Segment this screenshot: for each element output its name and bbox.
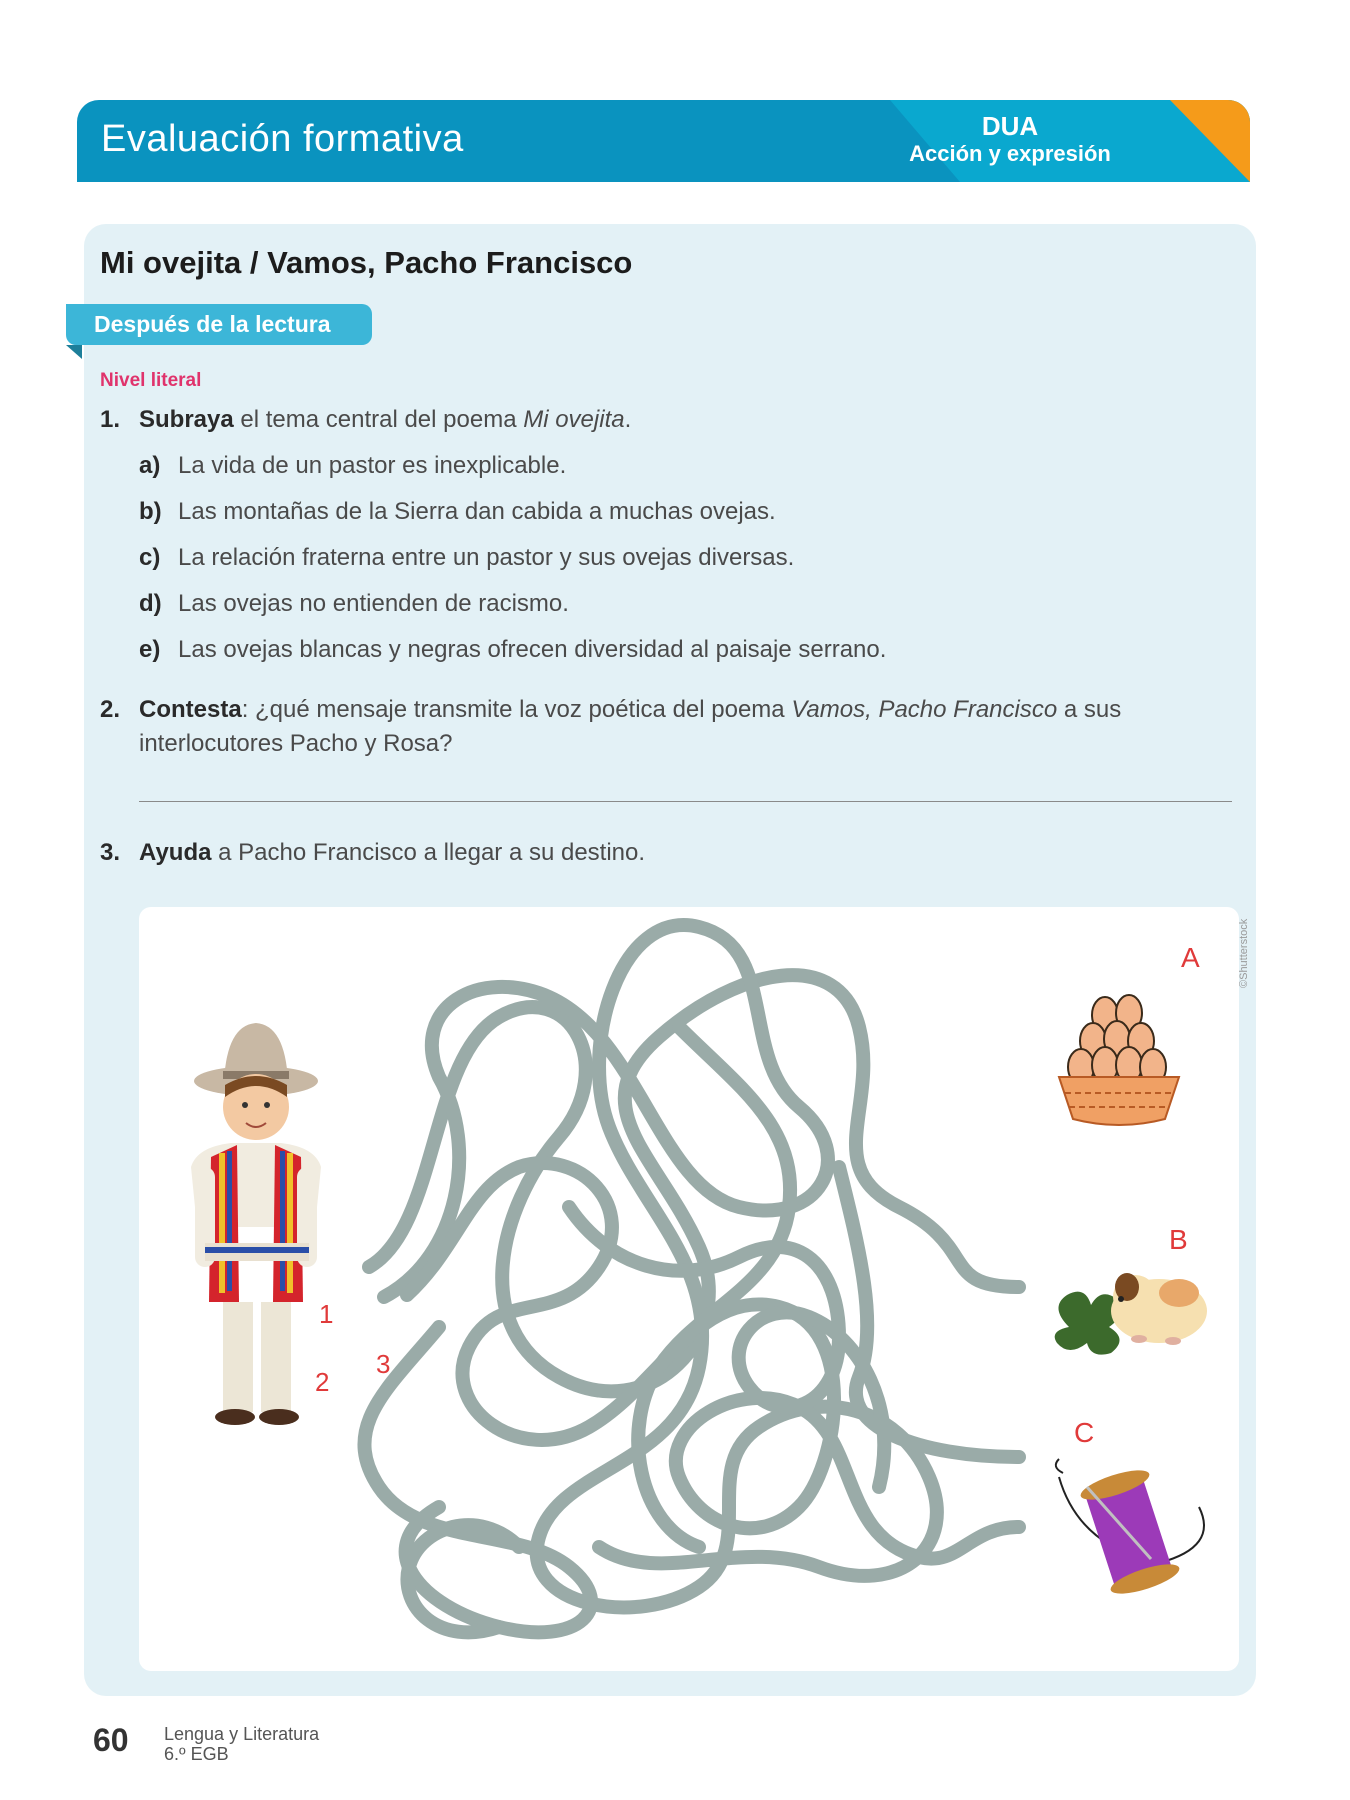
page-title: Evaluación formativa: [101, 118, 464, 160]
guinea-pig-illustration: [1055, 1273, 1207, 1355]
question-verb: Ayuda: [139, 839, 212, 866]
question-number: 3.: [100, 839, 121, 866]
question-end: .: [624, 406, 632, 433]
option-a[interactable]: [139, 452, 566, 480]
start-label-1: 1: [319, 1299, 334, 1329]
option-e[interactable]: [139, 636, 886, 664]
header-banner: [77, 100, 1250, 182]
option-letter: a): [139, 452, 161, 479]
thread-spool-illustration: [1056, 1459, 1204, 1600]
option-text: Las montañas de la Sierra dan cabida a muchas ovejas.: [178, 498, 776, 525]
option-d[interactable]: [139, 590, 569, 618]
option-text: La vida de un pastor es inexplicable.: [178, 452, 567, 479]
reading-stage-tab: Después de la lectura: [66, 304, 372, 345]
question-text: a Pacho Francisco a llegar a su destino.: [211, 839, 646, 866]
question-1: [100, 403, 631, 437]
tab-fold: [66, 345, 82, 359]
question-number: 2.: [100, 696, 121, 723]
option-text: La relación fraterna entre un pastor y sus ovejas diversas.: [178, 544, 795, 571]
destination-label-a: A: [1181, 942, 1200, 973]
option-c[interactable]: [139, 544, 794, 572]
maze-illustration[interactable]: [139, 907, 1239, 1671]
option-letter: c): [139, 544, 161, 571]
start-label-2: 2: [315, 1367, 330, 1397]
question-text: : ¿qué mensaje transmite la voz poética del poema: [241, 696, 792, 723]
option-text: Las ovejas no entienden de racismo.: [178, 590, 569, 617]
page-number: 60: [93, 1722, 129, 1758]
poem-title: Vamos, Pacho Francisco: [791, 696, 1058, 723]
question-number: 1.: [100, 406, 121, 433]
question-2: [100, 693, 1240, 761]
grade-label: 6.º EGB: [164, 1744, 229, 1764]
dua-subtitle: Acción y expresión: [909, 141, 1111, 166]
question-verb: Contesta: [139, 696, 242, 723]
section-title: Mi ovejita / Vamos, Pacho Francisco: [100, 245, 633, 280]
subject-name: Lengua y Literatura: [164, 1724, 320, 1744]
egg-basket-illustration: [1059, 995, 1179, 1125]
option-letter: d): [139, 590, 162, 617]
poem-title: Mi ovejita: [523, 406, 625, 433]
start-label-3: 3: [376, 1349, 391, 1379]
footer-subject: [164, 1724, 319, 1764]
dua-title: DUA: [981, 111, 1039, 141]
maze-paths[interactable]: [364, 925, 1019, 1632]
destination-label-c: C: [1074, 1417, 1095, 1448]
level-label: Nivel literal: [100, 370, 202, 391]
dua-badge: [890, 112, 1130, 168]
option-text: Las ovejas blancas y negras ofrecen diversidad al paisaje serrano.: [178, 636, 887, 663]
question-verb: Subraya: [139, 406, 234, 433]
question-end: a sus interlocutores Pacho y Rosa?: [139, 696, 1122, 757]
boy-illustration: [191, 1023, 321, 1425]
option-letter: b): [139, 498, 162, 525]
option-letter: e): [139, 636, 161, 663]
question-3: [100, 836, 645, 870]
image-credit: ©Shutterstock: [1238, 918, 1250, 988]
option-b[interactable]: [139, 498, 776, 526]
question-text: el tema central del poema: [233, 406, 524, 433]
destination-label-b: B: [1169, 1224, 1188, 1255]
answer-line[interactable]: [139, 801, 1232, 802]
